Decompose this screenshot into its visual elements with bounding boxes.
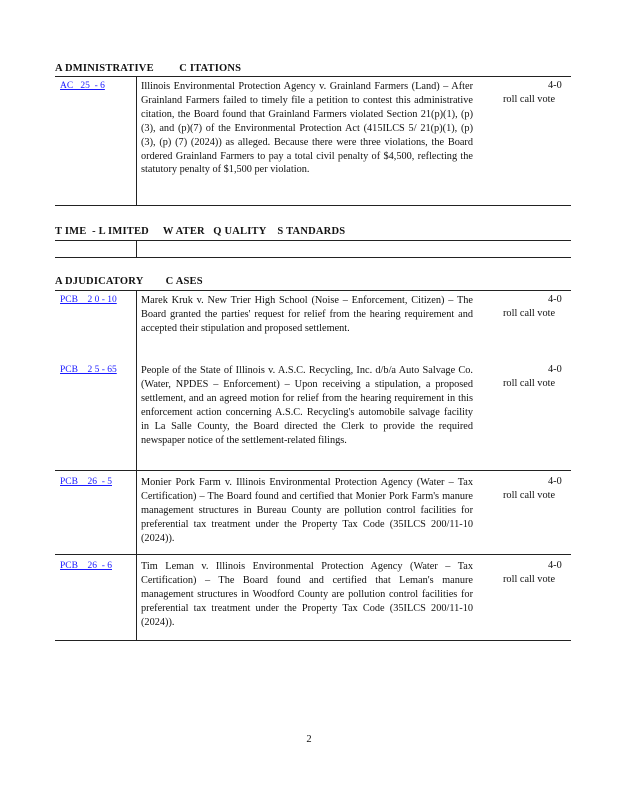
section-rule — [55, 205, 571, 206]
row-rule — [55, 640, 571, 641]
section-rule — [55, 257, 571, 258]
vote-count: 4-0 — [548, 364, 562, 375]
docket-link-pcb-26-5[interactable]: PCB 26 - 5 — [60, 477, 112, 487]
section-rule — [55, 76, 571, 77]
row-rule — [55, 470, 571, 471]
case-summary: People of the State of Illinois v. A.S.C. Recycling, Inc. d/b/a Auto Salvage Co. (Water, NPDES – Enforcement) – Upon receiving a stipulation, a proposed settlement, and an agreed motion for relief from the hearing requirement in this enforcement action concerning A.S.C. Recycling's automobile salvage facility in La Salle County, the Board directed the Clerk to provide the required newspaper notice of the settlement-related filings. — [141, 365, 473, 446]
vote-count: 4-0 — [548, 476, 562, 487]
vote-label: roll call vote — [503, 308, 556, 319]
section-rule — [55, 290, 571, 291]
page-number: 2 — [306, 734, 312, 745]
vote-label: roll call vote — [503, 378, 556, 389]
column-divider — [136, 290, 137, 640]
case-summary: Tim Leman v. Illinois Environmental Protection Agency (Water – Tax Certification) – The Board found and certified that Leman's manure management structures in Woodford County are pollution control facilities for preferential tax treatment under the Property Tax Code (35ILCS 200/11-10 (2024)). — [141, 561, 473, 628]
time-limited-wqs-heading: T IME - L IMITED W ATER Q UALITY S TANDARDS — [55, 226, 346, 237]
row-rule — [55, 554, 571, 555]
vote-count: 4-0 — [548, 294, 562, 305]
docket-link-pcb-20-10[interactable]: PCB 2 0 - 10 — [60, 295, 117, 305]
section-rule — [55, 240, 571, 241]
adjudicatory-cases-heading: A DJUDICATORY C ASES — [55, 276, 203, 287]
column-divider — [136, 240, 137, 257]
vote-label: roll call vote — [503, 490, 556, 501]
administrative-citations-heading: A DMINISTRATIVE C ITATIONS — [55, 63, 242, 74]
vote-label: roll call vote — [503, 574, 556, 585]
case-summary: Monier Pork Farm v. Illinois Environmental Protection Agency (Water – Tax Certification) – The Board found and certified that Monier Pork Farm's manure management structures in Bureau County are pollution control facilities for preferential tax treatment under the Property Tax Code (35ILCS 200/11-10 (2024)). — [141, 477, 473, 544]
case-summary: Illinois Environmental Protection Agency v. Grainland Farmers (Land) – After Grainland Farmers failed to timely file a petition to contest this administrative citation, the Board found that Grainland Farmers violated Section 21(p)(1), (p)(3), and (p)(7) of the Environmental Protection Act (415ILCS 5/ 21(p)(1), (p)(3), (p) (7) (2024)) as alleged. Because there were three violations, the Board ordered Grainland Farmers to pay a total civil penalty of $4,500, reflecting the statutory penalty of $1,500 per violation. — [141, 81, 473, 176]
docket-link-pcb-26-6[interactable]: PCB 26 - 6 — [60, 561, 112, 571]
column-divider — [136, 76, 137, 206]
vote-count: 4-0 — [548, 560, 562, 571]
docket-link-pcb-25-65[interactable]: PCB 2 5 - 65 — [60, 365, 117, 375]
docket-link-ac-25-6[interactable]: AC 25 - 6 — [60, 81, 105, 91]
case-summary: Marek Kruk v. New Trier High School (Noise – Enforcement, Citizen) – The Board granted the parties' request for relief from the hearing requirement and accepted their stipulation and proposed settlement. — [141, 295, 473, 334]
vote-label: roll call vote — [503, 94, 556, 105]
vote-count: 4-0 — [548, 80, 562, 91]
